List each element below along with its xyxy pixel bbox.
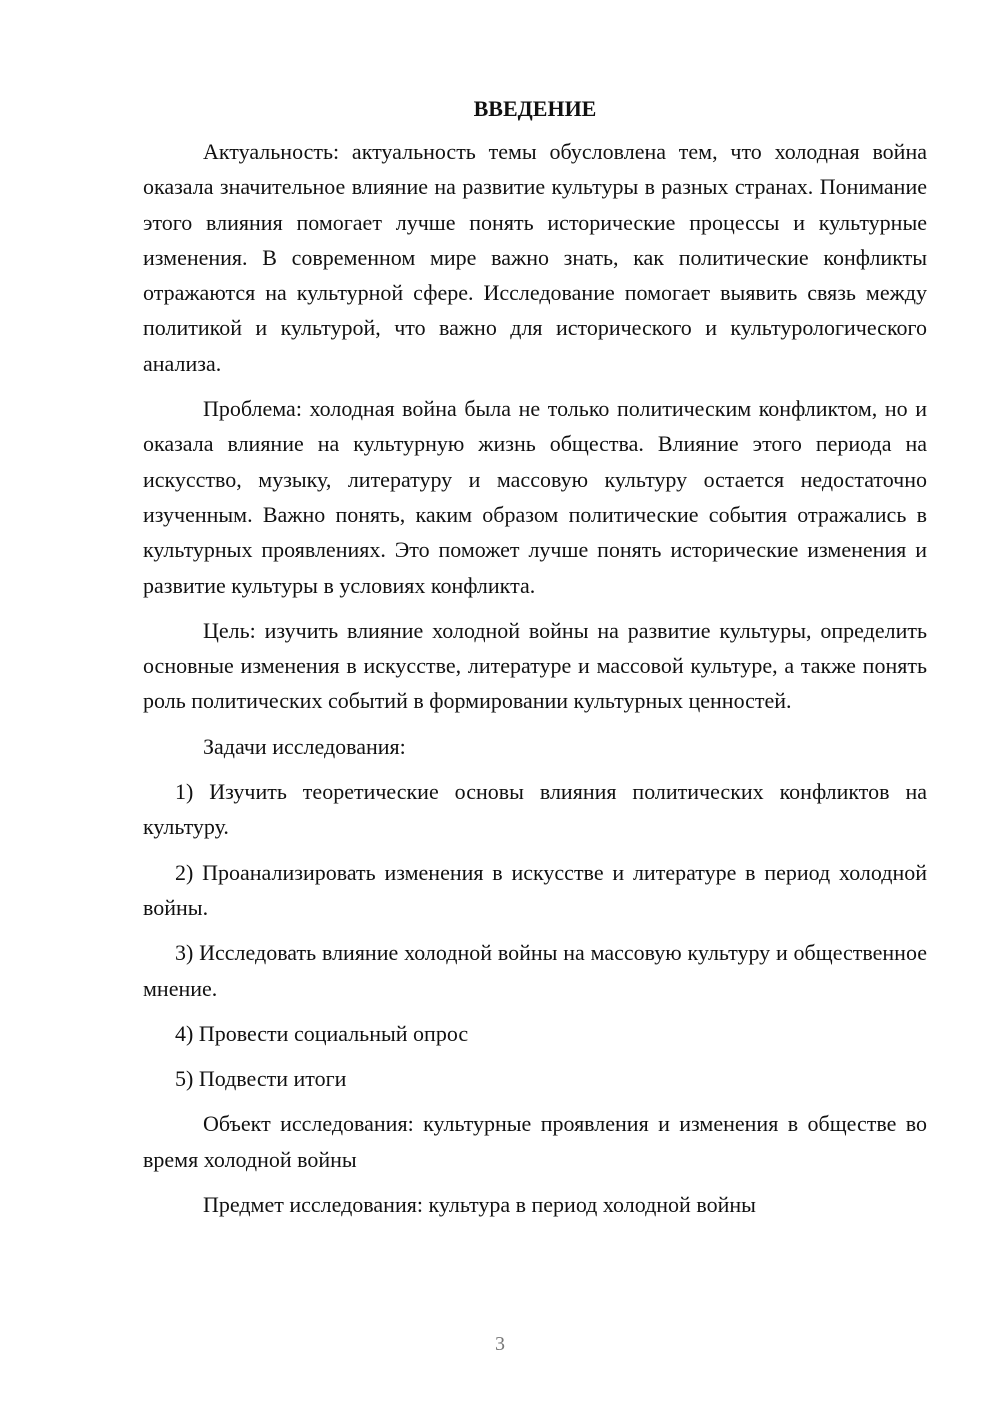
task-item: 4) Провести социальный опрос <box>175 1020 469 1046</box>
problem-paragraph: Проблема: холодная война была не только политическим конфликтом, но и оказала влияние на культурную жизнь общества. Влияние этого периода на искусство, музыку, литературу и массовую культуру остается недостаточно изученным. Важно понять, каким образом политические события отражались в культурных проявлениях. Это поможет лучше понять исторические изменения и развитие культуры в условиях конфликта. <box>143 396 927 598</box>
object-paragraph: Объект исследования: культурные проявления и изменения в обществе во время холодной войны <box>143 1111 927 1172</box>
task-item: 3) Исследовать влияние холодной войны на массовую культуру и общественное мнение. <box>143 940 927 1001</box>
document-page <box>143 92 927 1232</box>
goal-paragraph: Цель: изучить влияние холодной войны на развитие культуры, определить основные изменения в искусстве, литературе и массовой культуре, а также понять роль политических событий в формировании культурных ценностей. <box>143 617 927 714</box>
page-title: ВВЕДЕНИЕ <box>473 96 597 121</box>
task-item: 5) Подвести итоги <box>175 1066 347 1092</box>
relevance-paragraph: Актуальность: актуальность темы обусловлена тем, что холодная война оказала значительное влияние на развитие культуры в разных странах. Понимание этого влияния помогает лучше понять исторические процессы и культурные изменения. В современном мире важно знать, как политические конфликты отражаются на культурной сфере. Исследование помогает выявить связь между политикой и культурой, что важно для исторического и культурологического анализа. <box>143 139 927 376</box>
task-item: 1) Изучить теоретические основы влияния политических конфликтов на культуру. <box>143 779 927 840</box>
subject-paragraph: Предмет исследования: культура в период холодной войны <box>203 1192 756 1218</box>
task-item: 2) Проанализировать изменения в искусстве и литературе в период холодной войны. <box>143 859 927 920</box>
tasks-heading: Задачи исследования: <box>203 733 406 759</box>
page-number: 3 <box>495 1333 505 1355</box>
